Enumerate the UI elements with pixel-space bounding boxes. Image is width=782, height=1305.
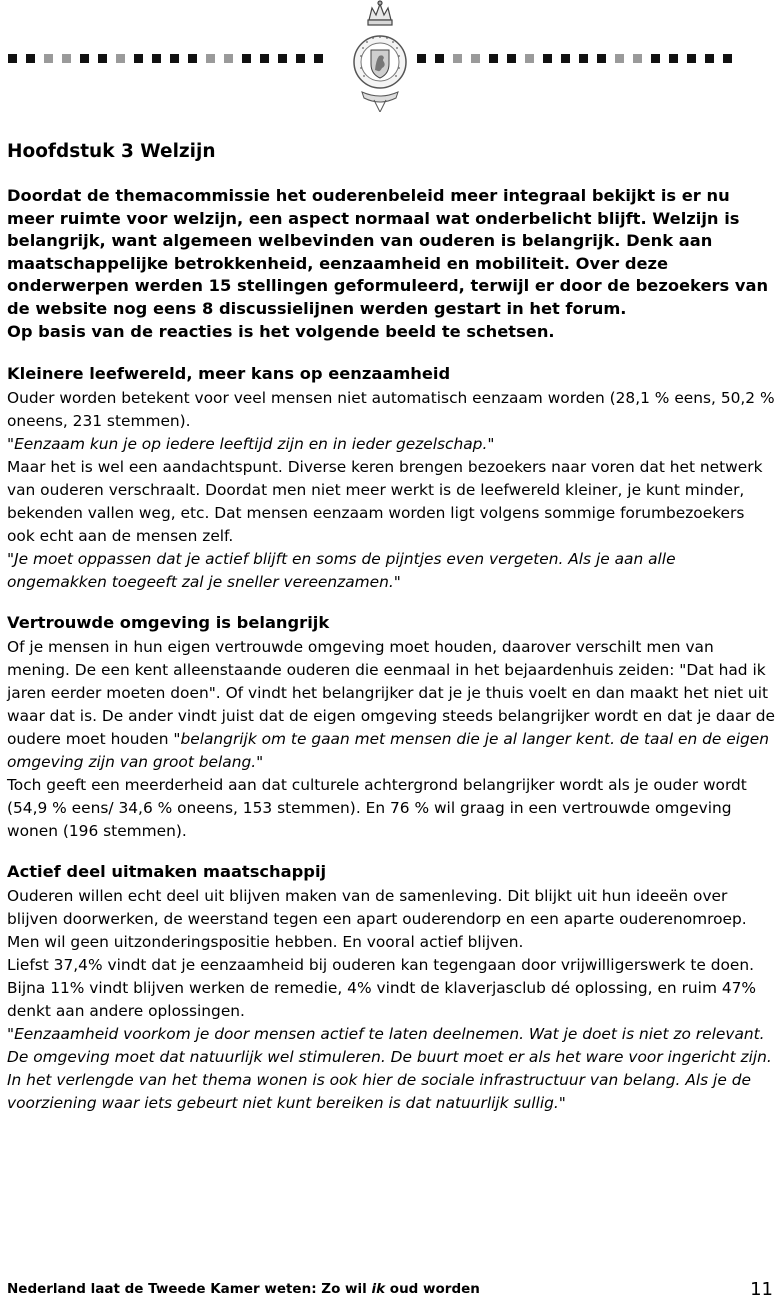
section-heading: Vertrouwde omgeving is belangrijk (7, 613, 330, 633)
footer-title (7, 1281, 480, 1297)
section-heading: Kleinere leefwereld, meer kans op eenzaamheid (7, 364, 451, 384)
chapter-title: Hoofdstuk 3 Welzijn (7, 141, 216, 162)
paragraph: Maar het is wel een aandachtspunt. Diverse keren brengen bezoekers naar voren dat het netwerk van ouderen verschraalt. Doordat men niet meer werkt is de leefwereld kleiner, je kunt minder, bekenden vallen weg, etc. Dat mensen eenzaam worden ligt volgens sommige forumbezoekers ook echt aan de mensen zelf. (7, 458, 763, 546)
paragraph: Ouderen willen echt deel uit blijven maken van de samenleving. Dit blijkt uit hun ideeën over blijven doorwerken, de weerstand tegen een apart ouderendorp en een aparte ouderenomroep. Men wil geen uitzonderingspositie hebben. En vooral actief blijven. (7, 887, 747, 952)
intro-block (7, 185, 775, 343)
footer-title-pre: Nederland laat de Tweede Kamer weten: Zo wil (7, 1281, 372, 1297)
page-header (0, 0, 782, 115)
paragraph (7, 636, 775, 774)
quote: "Je moet oppassen dat je actief blijft en soms de pijntjes even vergeten. Als je aan alle ongemakken toegeeft zal je sneller vereenzamen." (7, 550, 676, 592)
header-decoration-right (417, 54, 732, 63)
quote: "Eenzaam kun je op iedere leeftijd zijn en in ieder gezelschap." (7, 435, 495, 454)
page-footer (7, 1281, 777, 1303)
paragraph: Toch geeft een meerderheid aan dat culturele achtergrond belangrijker wordt als je ouder wordt (54,9 % eens/ 34,6 % oneens, 153 stemmen). En 76 % wil graag in een vertrouwde omgeving wonen (196 stemmen). (7, 776, 747, 841)
footer-title-em: ik (371, 1281, 386, 1297)
paragraph: Liefst 37,4% vindt dat je eenzaamheid bij ouderen kan tegengaan door vrijwilligerswerk te doen. Bijna 11% vindt blijven werken de remedie, 4% vindt de klaverjasclub dé oplossing, en ruim 47% denkt aan andere oplossingen. (7, 956, 757, 1021)
page-number: 11 (750, 1279, 773, 1300)
intro-paragraph: Doordat de themacommissie het ouderenbeleid meer integraal bekijkt is er nu meer ruimte voor welzijn, een aspect normaal wat onderbelicht blijft. Welzijn is belangrijk, want algemeen welbevinden van ouderen is belangrijk. Denk aan maatschappelijke betrokkenheid, eenzaamheid en mobiliteit. Over deze onderwerpen werden 15 stellingen geformuleerd, terwijl er door de bezoekers van de website nog eens 8 discussielijnen werden gestart in het forum. (7, 186, 769, 318)
page-content (7, 140, 775, 1131)
header-decoration-left (8, 54, 323, 63)
quote: "Eenzaamheid voorkom je door mensen actief te laten deelnemen. Wat je doet is niet zo relevant. De omgeving moet dat natuurlijk wel stimuleren. De buurt moet er als het ware voor ingericht zijn. In het verlengde van het thema wonen is ook hier de sociale infrastructuur van belang. Als je de voorziening waar iets gebeurt niet kunt bereiken is dat natuurlijk sullig." (7, 1025, 772, 1113)
coat-of-arms-icon (352, 0, 408, 112)
section-heading: Actief deel uitmaken maatschappij (7, 862, 327, 882)
intro-closing: Op basis van de reacties is het volgende beeld te schetsen. (7, 321, 555, 341)
quote: "belangrijk om te gaan met mensen die je al langer kent. de taal en de eigen omgeving zijn van groot belang." (7, 730, 770, 772)
paragraph-text: Of je mensen in hun eigen vertrouwde omgeving moet houden, daarover verschilt men van mening. De een kent alleenstaande ouderen die eenmaal in het bejaardenhuis zeiden: "Dat had ik jaren eerder moeten doen". Of vindt het belangrijker dat je je thuis voelt en dan maakt het niet uit waar dat is. De ander vindt juist dat de eigen omgeving steeds belangrijker wordt en dat je daar de oudere moet houden (7, 638, 775, 749)
section-body (7, 885, 775, 1115)
paragraph: Ouder worden betekent voor veel mensen niet automatisch eenzaam worden (28,1 % eens, 50,2 % oneens, 231 stemmen). (7, 389, 775, 431)
footer-title-post: oud worden (385, 1281, 480, 1297)
section-body (7, 636, 775, 843)
section-body (7, 387, 775, 594)
